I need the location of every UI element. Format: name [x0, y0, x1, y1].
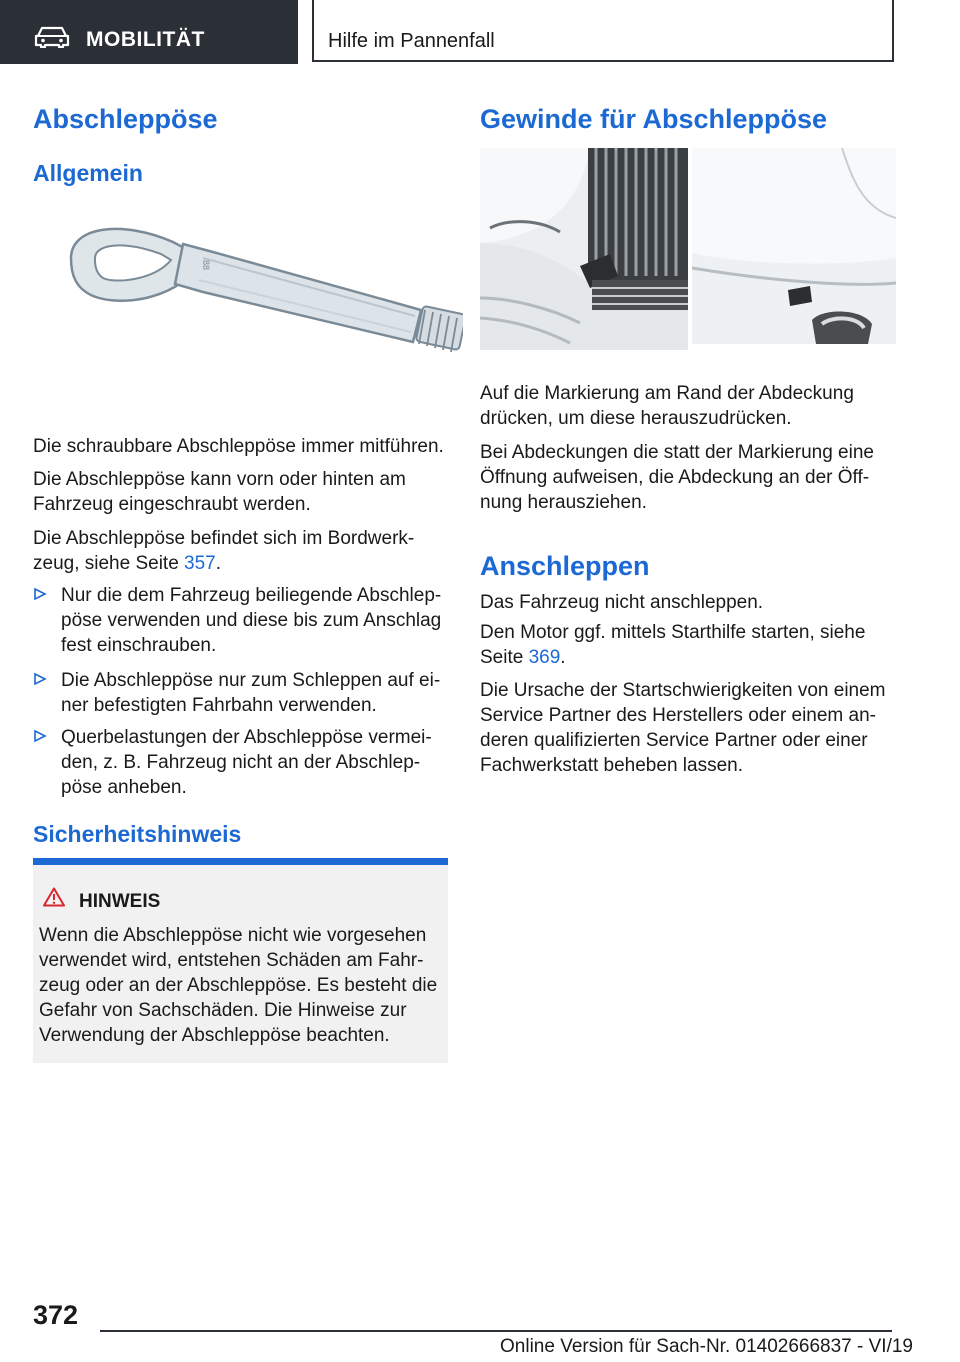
paragraph-no-tow-start: Das Fahrzeug nicht anschleppen. [480, 592, 764, 613]
list-item-text: Die Abschleppöse nur zum Schleppen auf ei-ner befestigten Fahrbahn verwenden. [61, 670, 441, 716]
rear-bumper-photo [692, 148, 896, 344]
notice-body: Wenn die Abschleppöse nicht wie vorgesehen verwendet wird, entstehen Schäden am Fahr-zeug oder an der Abschleppöse. Es besteht die Gefahr von Sachschäden. Die Hinweise zur Verwendung der Abschleppöse beachten. [39, 925, 438, 1046]
notice-box [33, 858, 448, 1063]
page-link-369[interactable]: 369 [528, 647, 561, 668]
chapter-title: Hilfe im Pannenfall [328, 30, 495, 52]
chapter-header [312, 0, 894, 62]
section-heading-general: Allgemein [33, 160, 143, 186]
paragraph-mount: Die Abschleppöse kann vorn oder hinten am Fahrzeug eingeschraubt werden. [33, 469, 406, 515]
svg-text:88: 88 [201, 260, 211, 271]
paragraph-jump-start [480, 620, 896, 670]
section-tab [0, 0, 298, 64]
paragraph-location [33, 526, 438, 576]
warning-triangle-icon [43, 887, 65, 907]
notice-title: HINWEIS [79, 891, 161, 912]
paragraph-press-marker: Auf die Markierung am Rand der Abdeckung drücken, um diese herauszudrücken. [480, 383, 854, 429]
jump-start-text: Den Motor ggf. mittels Starthilfe starten, siehe Seite [480, 622, 866, 668]
footer-version: Online Version für Sach-Nr. 01402666837 - VI/19 [500, 1336, 913, 1357]
list-item-text: Nur die dem Fahrzeug beiliegende Abschlep-pöse verwenden und diese bis zum Anschlag fest einschrauben. [61, 585, 442, 656]
front-bumper-photo [480, 148, 688, 350]
location-end: . [215, 553, 222, 574]
car-icon [34, 26, 70, 48]
location-text: Die Abschleppöse befindet sich im Bordwerk-zeug, siehe Seite [33, 528, 415, 574]
paragraph-service: Die Ursache der Startschwierigkeiten von einem Service Partner des Herstellers oder einem an-deren qualifizierten Service Partner oder einer Fachwerkstatt beheben lassen. [480, 680, 886, 776]
section-title: MOBILITÄT [86, 28, 205, 51]
page-number: 372 [33, 1300, 79, 1330]
paragraph-carry: Die schraubbare Abschleppöse immer mitführen. [33, 436, 444, 457]
section-title-tow-start: Anschleppen [480, 551, 650, 581]
list-item-text: Querbelastungen der Abschleppöse vermei-den, z. B. Fahrzeug nicht an der Abschlep-pöse anheben. [61, 727, 432, 798]
footer-divider [100, 1330, 892, 1332]
section-title-thread: Gewinde für Abschleppöse [480, 104, 828, 134]
page-title: Abschleppöse [33, 104, 218, 134]
bullet-triangle-icon [33, 729, 47, 743]
bullet-triangle-icon [33, 587, 47, 601]
bullet-triangle-icon [33, 672, 47, 686]
section-heading-safety: Sicherheitshinweis [33, 821, 242, 847]
tow-hook-illustration [63, 218, 463, 378]
paragraph-pull-cover: Bei Abdeckungen die statt der Markierung eine Öffnung aufweisen, die Abdeckung an der Öff-nung herausziehen. [480, 442, 874, 513]
page-link-357[interactable]: 357 [184, 553, 216, 574]
jump-start-end: . [560, 647, 566, 668]
